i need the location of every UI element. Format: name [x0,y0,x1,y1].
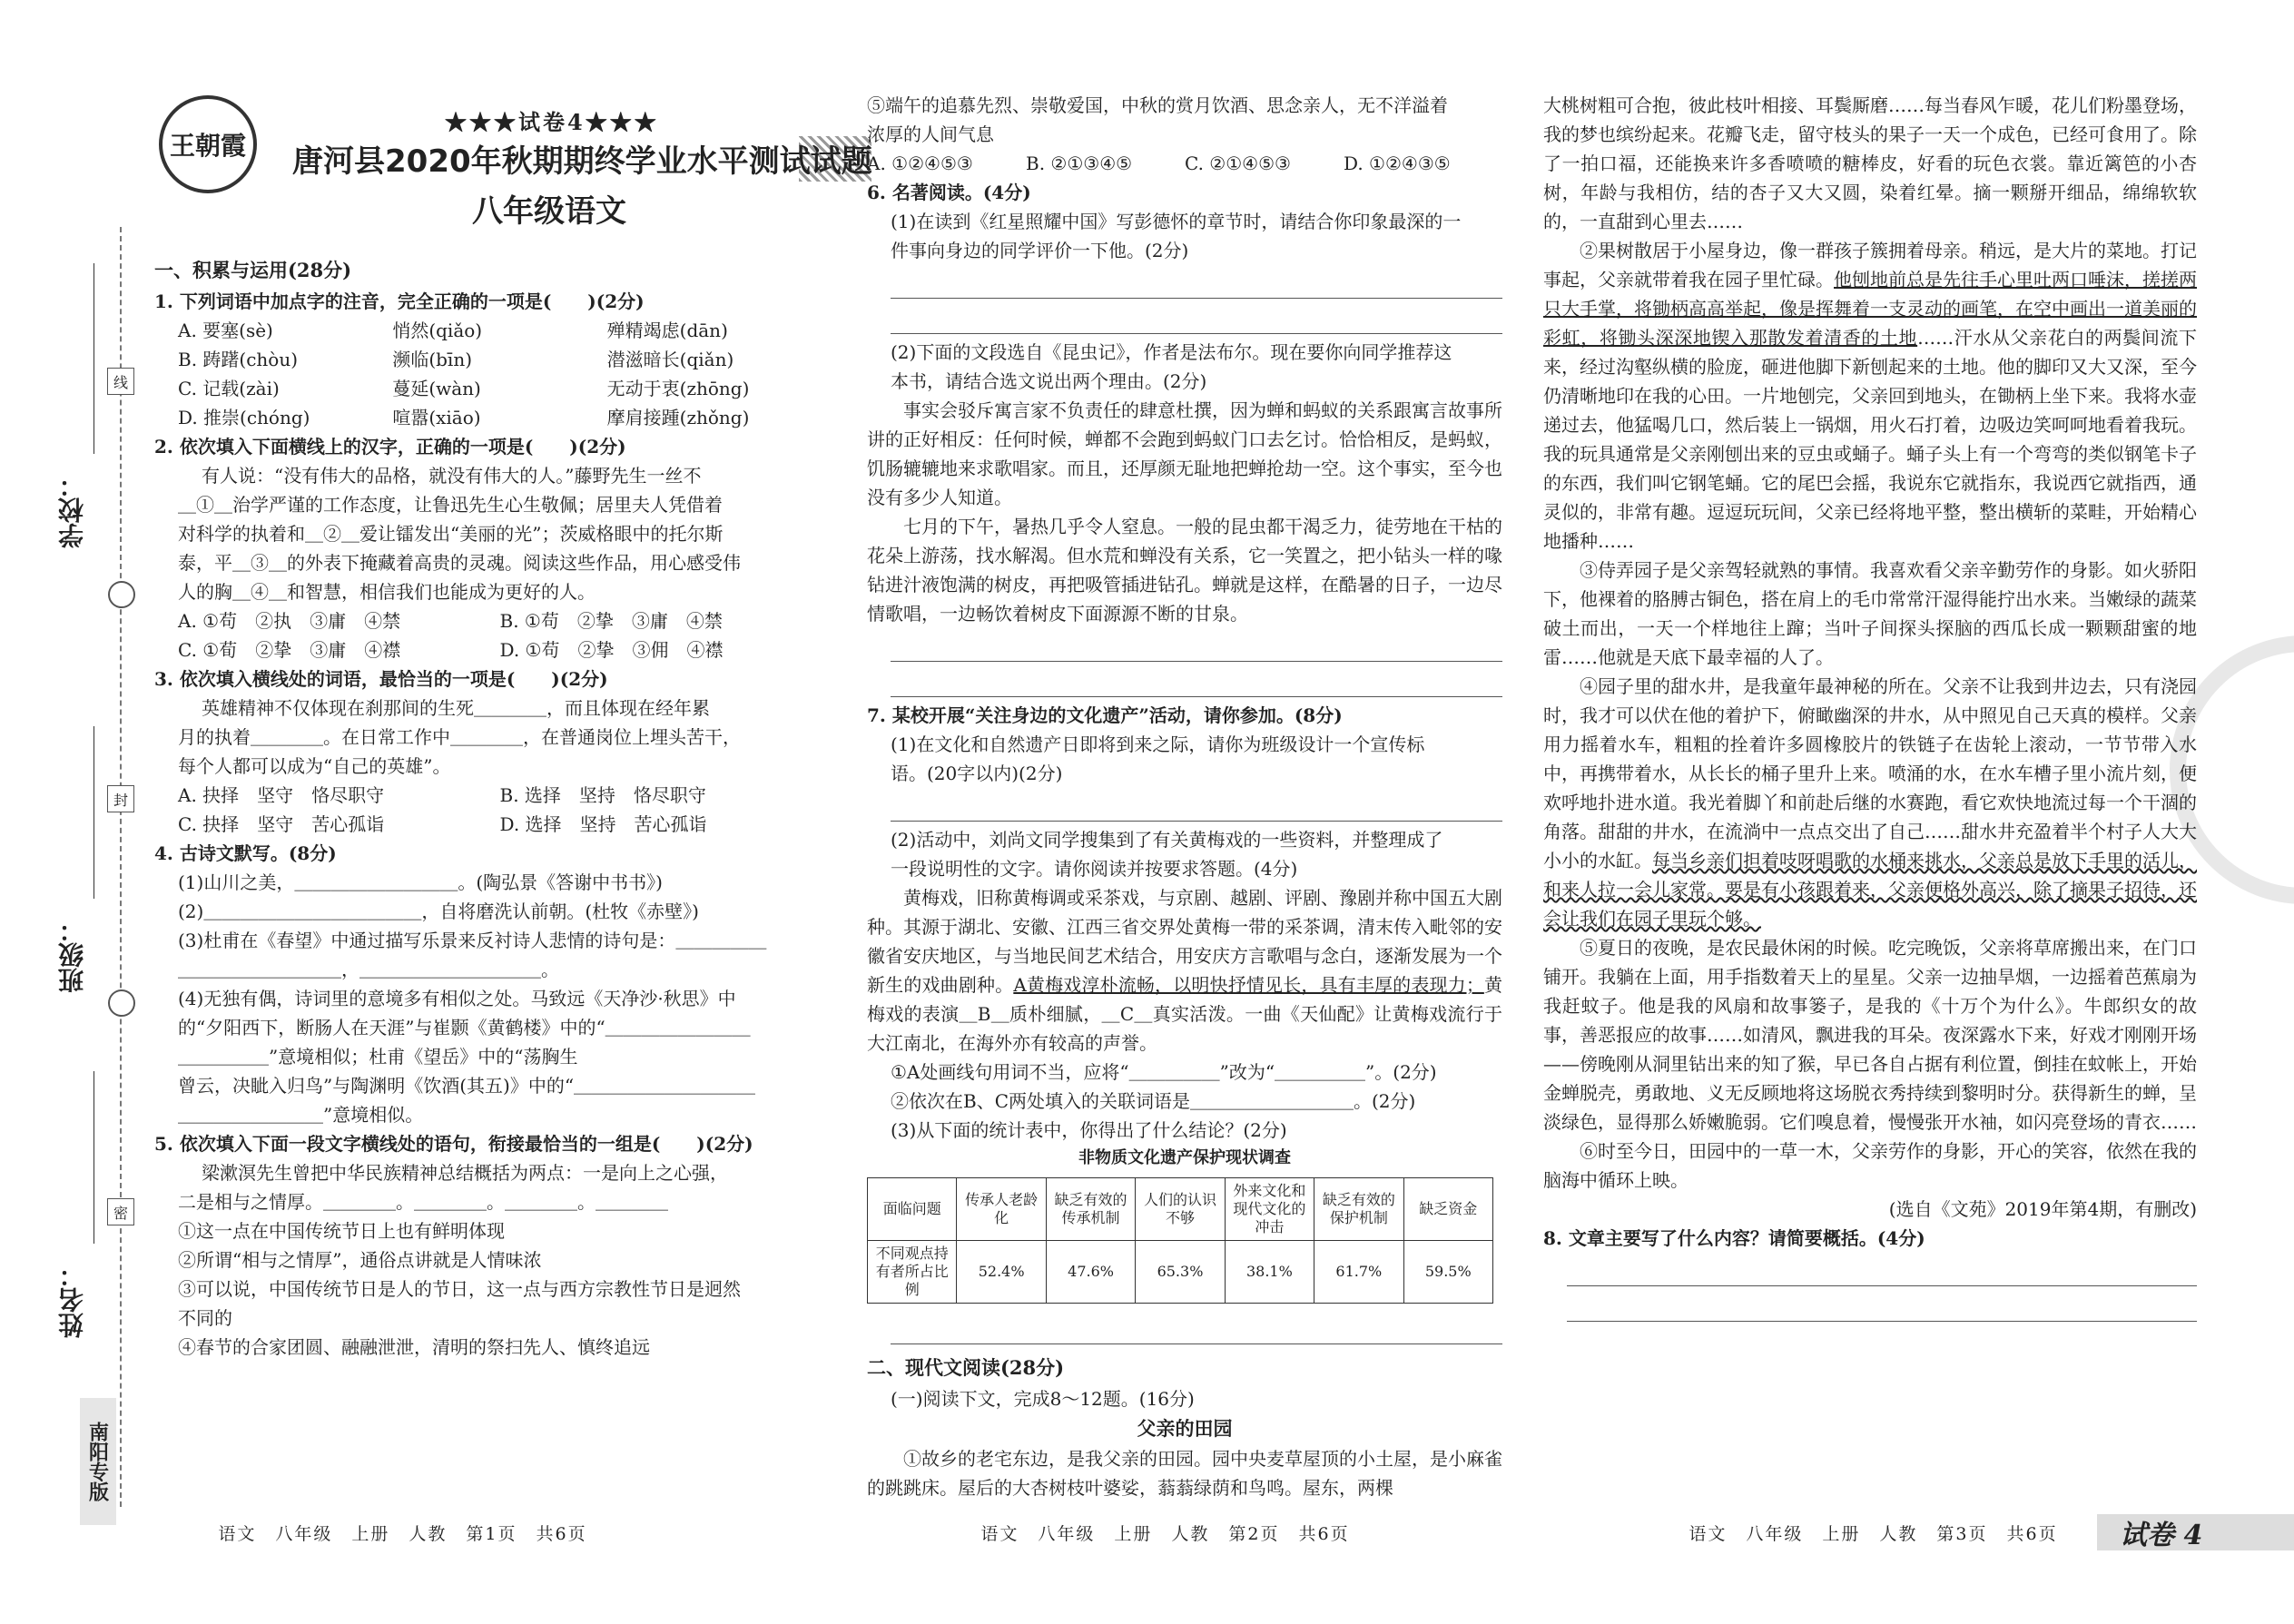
exam-title: 唐河县2020年秋期期终学业水平测试试题 [292,143,872,180]
answer-line[interactable] [891,267,1502,299]
article-paragraph-1-cont: 大桃树粗可合抱，彼此枝叶相接、耳鬓厮磨……每当春风乍暖，花儿们粉墨登场，我的梦也缤纷起来。花瓣飞走，留守枝头的果子一天一个成色，已经可食用了。除了一拍口福，还能换来许多香喷喷的糖棒皮，好看的玩色衣裳。靠近篱笆的小杏树，年龄与我相仿，结的杏子又大又圆，染着红晕。摘一颗掰开细品，绵绵软软的，一直甜到心里去…… [1543,94,2197,232]
choice-option[interactable]: A. 抉择 坚守 恪尽职守 [178,784,385,806]
choice-row [154,781,822,810]
answer-line[interactable] [891,1313,1502,1344]
question-text: (4)无独有偶，诗词里的意境多有相似之处。马致远《天净沙·秋思》中 [178,988,736,1009]
choice-b[interactable]: B. ②①③④⑤ [1026,153,1133,174]
choice-option[interactable]: 潜滋暗长(qiǎn) [606,349,734,370]
question-text: 每个人都可以成为“自己的英雄”。 [178,755,451,777]
reading-instruction: (一)阅读下文，完成8～12题。(16分) [891,1388,1195,1410]
question-text: ＿＿＿＿＿＿＿＿＿，＿＿＿＿＿＿＿＿＿＿。 [178,959,559,980]
page-2-column [867,91,1502,1624]
q7-sub1: ①A处画线句用词不当，应将“＿＿＿＿＿”改为“＿＿＿＿＿”。(2分) [891,1061,1437,1083]
q7-sub3: (3)从下面的统计表中，你得出了什么结论？(2分) [891,1119,1287,1141]
choice-row [154,403,822,432]
q6-part2: (2)下面的文段选自《昆虫记》，作者是法布尔。现在要你向同学推荐这 [891,341,1452,363]
choice-row [154,606,822,635]
question-text: ①这一点在中国传统节日上也有鲜明体现 [178,1220,505,1242]
choice-option[interactable]: 喧嚣(xiāo) [392,407,481,428]
answer-line[interactable] [1567,1255,2197,1286]
q5-choices [867,149,1502,178]
choice-option[interactable]: 殚精竭虑(dān) [606,320,728,341]
article-paragraph-5: ⑤夏日的夜晚，是农民最休闲的时候。吃完晚饭，父亲将草席搬出来，在门口铺开。我躺在上面，用手指数着天上的星星。父亲一边抽旱烟，一边摇着芭蕉扇为我赶蚊子。他是我的风扇和故事篓子，是我的《十万个为什么》。牛郎织女的故事，善恶报应的故事……如清风，飘进我的耳朵。夜深露水下来，好戏才刚刚开场——傍晚刚从洞里钻出来的知了猴，早已各自占据有利位置，倒挂在蚊帐上，开始金蝉脱壳，勇敢地、义无反顾地将这场脱衣秀持续到黎明时分。获得新生的蝉，呈淡绿色，显得那么娇嫩脆弱。它们嗅息着，慢慢张开水袖，如闪亮登场的青衣…… [1543,937,2197,1133]
footer-page-1: 语文 八年级 上册 人教 第1页 共6页 [218,1524,587,1544]
table-header-cell: 人们的认识不够 [1136,1178,1225,1241]
answer-line[interactable] [891,630,1502,662]
choice-option[interactable]: 摩肩接踵(zhǒng) [606,407,750,428]
footer-page-2: 语文 八年级 上册 人教 第2页 共6页 [980,1524,1350,1544]
question-text: 泰，平＿③＿的外表下掩藏着高贵的灵魂。阅读这些作品，用心感受伟 [178,552,741,574]
article-paragraph-1: ①故乡的老宅东边，是我父亲的田园。园中央麦草屋顶的小土屋，是小麻雀的跳跳床。屋后的大杏树枝叶婆娑，蓊蓊绿荫和鸟鸣。屋东，两棵 [867,1448,1502,1499]
article-paragraph-4: ④园子里的甜水井，是我童年最神秘的所在。父亲不让我到井边去，只有浇园时，我才可以伏在他的着护下，俯瞰幽深的井水，从中照见自己天真的模样。父亲用力摇着水车，粗粗的拴着许多圆橡胶片的铁链子在齿轮上滚动，一节节带入水中，再携带着水，从长长的桶子里升上来。喷涌的水，在水车槽子里小流片刻，便欢呼地扑进水道。我光着脚丫和前赴后继的水赛跑，看它欢快地流过每一个干涸的角落。甜甜的井水，在流淌中一点点交出了自己……甜水井充盈着半个村子人大大小小的水缸。每当乡亲们担着吱呀唱歌的水桶来挑水，父亲总是放下手里的活儿，和来人拉一会儿家常。要是有小孩跟着来，父亲便格外高兴，除了摘果子招待，还会让我们在园子里玩个够。 [1543,675,2197,930]
question-text: 梁漱溟先生曾把中华民族精神总结概括为两点：一是向上之心强， [202,1162,728,1184]
answer-line[interactable] [1567,1290,2197,1322]
section-title: 一、积累与运用(28分) [154,259,352,281]
survey-table-title: 非物质文化遗产保护现状调查 [1078,1148,1291,1167]
q7-sub2: ②依次在B、C两处填入的关联词语是＿＿＿＿＿＿＿＿＿。(2分) [891,1090,1416,1112]
table-cell: 47.6% [1046,1241,1135,1304]
survey-table [867,1177,1493,1304]
choice-row [154,810,822,839]
choice-option[interactable]: B. 踌躇(chòu) [178,349,299,370]
table-header-cell: 传承人老龄化 [957,1178,1046,1241]
seal-mark-seal: 封 [107,785,134,812]
q7-part2-cont: 一段说明性的文字。请你阅读并按要求答题。(4分) [891,858,1298,880]
question-text: 的“夕阳西下，断肠人在天涯”与崔颢《黄鹤楼》中的“＿＿＿＿＿＿＿＿ [178,1017,751,1038]
q7-part1: (1)在文化和自然遗产日即将到来之际，请你为班级设计一个宣传标 [891,733,1425,755]
answer-line[interactable] [891,665,1502,697]
page-3-column [1543,91,2197,1624]
question-text: 有人说：“没有伟大的品格，就没有伟大的人。”藤野先生一丝不 [202,465,702,487]
question-text: ＿＿＿＿＿＿＿＿”意境相似。 [178,1104,424,1126]
question-text: ③可以说，中国传统节日是人的节日，这一点与西方宗教性节日是迥然 [178,1278,741,1300]
choice-option[interactable]: A. ①苟 ②执 ③庸 ④禁 [178,610,401,632]
brand-logo: 王朝霞 [159,95,257,193]
table-header-cell: 缺乏有效的传承机制 [1046,1178,1135,1241]
article-title: 父亲的田园 [1137,1418,1233,1440]
question-text: ＿①＿治学严谨的工作态度，让鲁迅先生心生敬佩；居里夫人凭借着 [178,494,723,516]
binding-hole [108,989,135,1017]
exam-subject: 八年级语文 [472,193,626,230]
table-header-cell: 外来文化和现代文化的冲击 [1225,1178,1314,1241]
opera-passage: 黄梅戏，旧称黄梅调或采茶戏，与京剧、越剧、评剧、豫剧并称中国五大剧种。其源于湖北、安徽、江西三省交界处黄梅一带的采茶调，清末传入毗邻的安徽省安庆地区，与当地民间艺术结合，用安庆方言歌唱与念白，逐渐发展为一个新生的戏曲剧种。A黄梅戏淳朴流畅，以明快抒情见长，具有丰厚的表现力；黄梅戏的表演＿B＿质朴细腻，＿C＿真实活泼。一曲《天仙配》让黄梅戏流行于大江南北，在海外亦有较高的声誉。 [867,887,1503,1054]
q6-part1: (1)在读到《红星照耀中国》写彭德怀的章节时，请结合你印象最深的一 [891,211,1462,232]
question-text: 曾云，决眦入归鸟”与陶渊明《饮酒(其五)》中的“＿＿＿＿＿＿＿＿＿＿ [178,1075,756,1097]
table-cell: 59.5% [1403,1241,1492,1304]
q5-option-5: ⑤端午的追慕先烈、崇敬爱国，中秋的赏月饮酒、思念亲人，无不洋溢着 [867,94,1448,116]
choice-row [154,374,822,403]
question-stem: 3. 依次填入横线处的词语，最恰当的一项是( )(2分) [154,668,608,690]
article-paragraph-2: ②果树散居于小屋身边，像一群孩子簇拥着母亲。稍远，是大片的菜地。打记事起，父亲就带着我在园子里忙碌。他刨地前总是先往手心里吐两口唾沫，搓搓两只大手掌，将锄柄高高举起，像是挥舞着一支灵动的画笔，在空中画出一道美丽的彩虹，将锄头深深地锲入那散发着清香的土地……汗水从父亲花白的两鬓间流下来，经过沟壑纵横的脸庞，砸进他脚下新刨起来的土地。他的脚印又大又深，至今仍清晰地印在我的心田。一片地刨完，父亲回到地头，在锄柄上坐下来。我将水壶递过去，他猛喝几口，然后装上一锅烟，用火石打着，边吸边笑呵呵地看着我玩。我的玩具通常是父亲刚刨出来的豆虫或蛹子。蛹子头上有一个弯弯的类似钢笔卡子的东西，我们叫它钢笔蛹。它的尾巴会摇，我说东它就指东，我说西它就指西，通灵似的，非常有趣。逗逗玩玩间，父亲已经将地平整，整出横斩的菜畦，开始精心地播种…… [1543,240,2198,552]
table-header-cell: 面临问题 [868,1178,957,1241]
answer-line[interactable] [891,790,1502,822]
table-cell: 65.3% [1136,1241,1225,1304]
corner-exam-label: 试卷 4 [2120,1520,2203,1551]
choice-option[interactable]: D. 选择 坚持 苦心孤诣 [499,813,707,835]
article-paragraph-6: ⑥时至今日，田园中的一草一木，父亲劳作的身影，开心的笑容，依然在我的脑海中循环上映。 [1543,1140,2197,1191]
table-cell: 61.7% [1314,1241,1403,1304]
seal-mark-line: 线 [107,368,134,395]
q7-part2: (2)活动中，刘尚文同学搜集到了有关黄梅戏的一些资料，并整理成了 [891,829,1443,851]
choice-row [154,635,822,664]
question-text: ＿＿＿＿＿”意境相似；杜甫《望岳》中的“荡胸生 [178,1046,578,1068]
question-text: 人的胸＿④＿和智慧，相信我们也能成为更好的人。 [178,581,596,603]
choice-option[interactable]: 悄然(qiǎo) [392,320,483,341]
choice-option[interactable]: B. ①苟 ②挚 ③庸 ④禁 [499,610,723,632]
choice-option[interactable]: 濒临(bīn) [392,349,473,370]
question-text: 月的执着＿＿＿＿。在日常工作中＿＿＿＿，在普通岗位上埋头苦干， [178,726,741,748]
table-row-label: 不同观点持有者所占比例 [868,1241,957,1304]
question-text: (1)山川之美，＿＿＿＿＿＿＿＿＿。(陶弘景《答谢中书书》) [178,871,663,893]
question-text: (2)＿＿＿＿＿＿＿＿＿＿＿＿，自将磨洗认前朝。(杜牧《赤壁》) [178,901,699,922]
q6-part2-cont: 本书，请结合选文说出两个理由。(2分) [891,370,1207,392]
table-header-cell: 缺乏资金 [1403,1178,1492,1241]
choice-option[interactable]: C. 抉择 坚守 苦心孤诣 [178,813,385,835]
school-label: 学校： [57,472,87,548]
region-badge: 南阳专版 [80,1398,116,1525]
answer-line[interactable] [891,302,1502,334]
q6-part1-cont: 件事向身边的同学评价一下他。(2分) [891,240,1189,261]
q6-title: 6. 名著阅读。(4分) [867,182,1031,203]
insect-passage-1: 事实会驳斥寓言家不负责任的肆意杜撰，因为蝉和蚂蚁的关系跟寓言故事所讲的正好相反：任何时候，蝉都不会跑到蚂蚁门口去乞讨。恰恰相反，是蚂蚁，饥肠辘辘地来求歌唱家。而且，还厚颜无耻地把蝉抢劫一空。这个事实，至今也没有多少人知道。 [867,399,1502,508]
article-source: (选自《文苑》2019年第4期，有删改) [1888,1198,2197,1220]
article-paragraph-3: ③侍弄园子是父亲驾轻就熟的事情。我喜欢看父亲辛勤劳作的身影。如火骄阳下，他裸着的胳膊古铜色，搭在肩上的毛巾常常汗湿得能拧出水来。当嫩绿的蔬菜破土而出，一天一个样地往上蹿；当叶子间探头探脑的西瓜长成一颗颗甜蜜的地雷……他就是天底下最幸福的人了。 [1543,559,2197,668]
q7-title: 7. 某校开展“关注身边的文化遗产”活动，请你参加。(8分) [867,704,1343,726]
binding-dashed-line [120,227,122,1507]
section-2-title: 二、现代文阅读(28分) [867,1356,1065,1379]
choice-option[interactable]: D. 推崇(chóng) [178,407,310,428]
choice-row [154,345,822,374]
choice-a[interactable]: A. ①②④⑤③ [867,153,973,174]
choice-option[interactable]: A. 要塞(sè) [178,320,273,341]
question-stem: 2. 依次填入下面横线上的汉字，正确的一项是( )(2分) [154,436,626,458]
question-text: 英雄精神不仅体现在刹那间的生死＿＿＿＿，而且体现在经年累 [202,697,710,719]
choice-row [154,316,822,345]
table-cell: 52.4% [957,1241,1046,1304]
question-text: 不同的 [178,1307,232,1329]
footer-page-3: 语文 八年级 上册 人教 第3页 共6页 [1689,1524,2058,1544]
choice-d[interactable]: D. ①②④③⑤ [1344,153,1451,174]
question-text: 二是相与之情厚。＿＿＿＿。＿＿＿＿。＿＿＿＿。＿＿＿＿ [178,1191,668,1213]
choice-option[interactable]: 无动于衷(zhōng) [606,378,750,399]
question-text: ②所谓“相与之情厚”，通俗点讲就是人情味浓 [178,1249,542,1271]
page-1-column [154,254,822,1624]
question-stem: 4. 古诗文默写。(8分) [154,842,337,864]
q5-option-5-cont: 浓厚的人间气息 [867,123,994,145]
insect-passage-2: 七月的下午，暑热几乎令人窒息。一般的昆虫都干渴乏力，徒劳地在干枯的花朵上游荡，找水解渴。但水荒和蝉没有关系，它一笑置之，把小钻头一样的喙钻进汁液饱满的树皮，再把吸管插进钻孔。蝉就是这样，在酷暑的日子，一边尽情歌唱，一边畅饮着树皮下面源源不断的甘泉。 [867,516,1502,625]
binding-hole [108,581,135,608]
q7-part1-cont: 语。(20字以内)(2分) [891,763,1063,784]
table-cell: 38.1% [1225,1241,1314,1304]
question-text: (3)杜甫在《春望》中通过描写乐景来反衬诗人悲情的诗句是：＿＿＿＿＿ [178,930,767,951]
choice-option[interactable]: 蔓延(wàn) [392,378,481,399]
choice-c[interactable]: C. ②①④⑤③ [1185,153,1291,174]
exam-number: ★★★试卷4★★★ [445,109,659,135]
choice-option[interactable]: C. 记载(zài) [178,378,280,399]
question-text: 对科学的执着和＿②＿爱让镭发出“美丽的光”；茨威格眼中的托尔斯 [178,523,724,545]
question-stem: 5. 依次填入下面一段文字横线处的语句，衔接最恰当的一组是( )(2分) [154,1133,753,1155]
seal-mark-secret: 密 [107,1198,134,1225]
table-header-cell: 缺乏有效的保护机制 [1314,1178,1403,1241]
q8-title: 8. 文章主要写了什么内容？请简要概括。(4分) [1543,1227,1925,1249]
choice-option[interactable]: B. 选择 坚持 恪尽职守 [499,784,706,806]
question-text: ④春节的合家团圆、融融泄泄，清明的祭扫先人、慎终追远 [178,1336,650,1358]
choice-option[interactable]: C. ①荀 ②挚 ③庸 ④襟 [178,639,401,661]
choice-option[interactable]: D. ①苟 ②挚 ③佣 ④襟 [499,639,724,661]
class-label: 班级： [57,917,87,993]
question-stem: 1. 下列词语中加点字的注音，完全正确的一项是( )(2分) [154,290,645,312]
name-label: 姓名： [57,1262,87,1338]
